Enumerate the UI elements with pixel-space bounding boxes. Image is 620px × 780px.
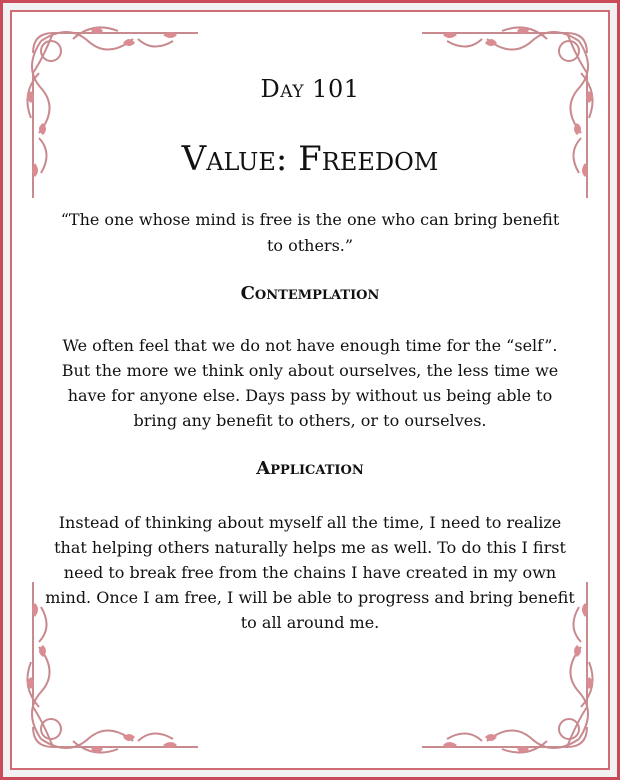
contemplation-heading: Contemplation — [240, 283, 380, 304]
day-title: Day 101 — [260, 75, 360, 103]
corner-ornament-top-right — [407, 13, 607, 213]
application-heading: Application — [256, 458, 364, 479]
application-text: Instead of thinking about myself all the time, I need to realize that helping others naturally helps me as well. To do this I first need to break free from the chains I have created in my own mind. Once I am free, I will be able to progress and bring benefit to all around me. — [45, 513, 575, 632]
contemplation-text: We often feel that we do not have enough time for the “self”. But the more we think only about ourselves, the less time we have for anyone else. Days pass by without us being able to bring any benefit to others, or to ourselves. — [61, 336, 559, 430]
quote-text: “The one whose mind is free is the one who can bring benefit to others.” — [60, 210, 560, 255]
value-title: Value: Freedom — [181, 139, 439, 179]
corner-ornament-top-left — [13, 13, 213, 213]
